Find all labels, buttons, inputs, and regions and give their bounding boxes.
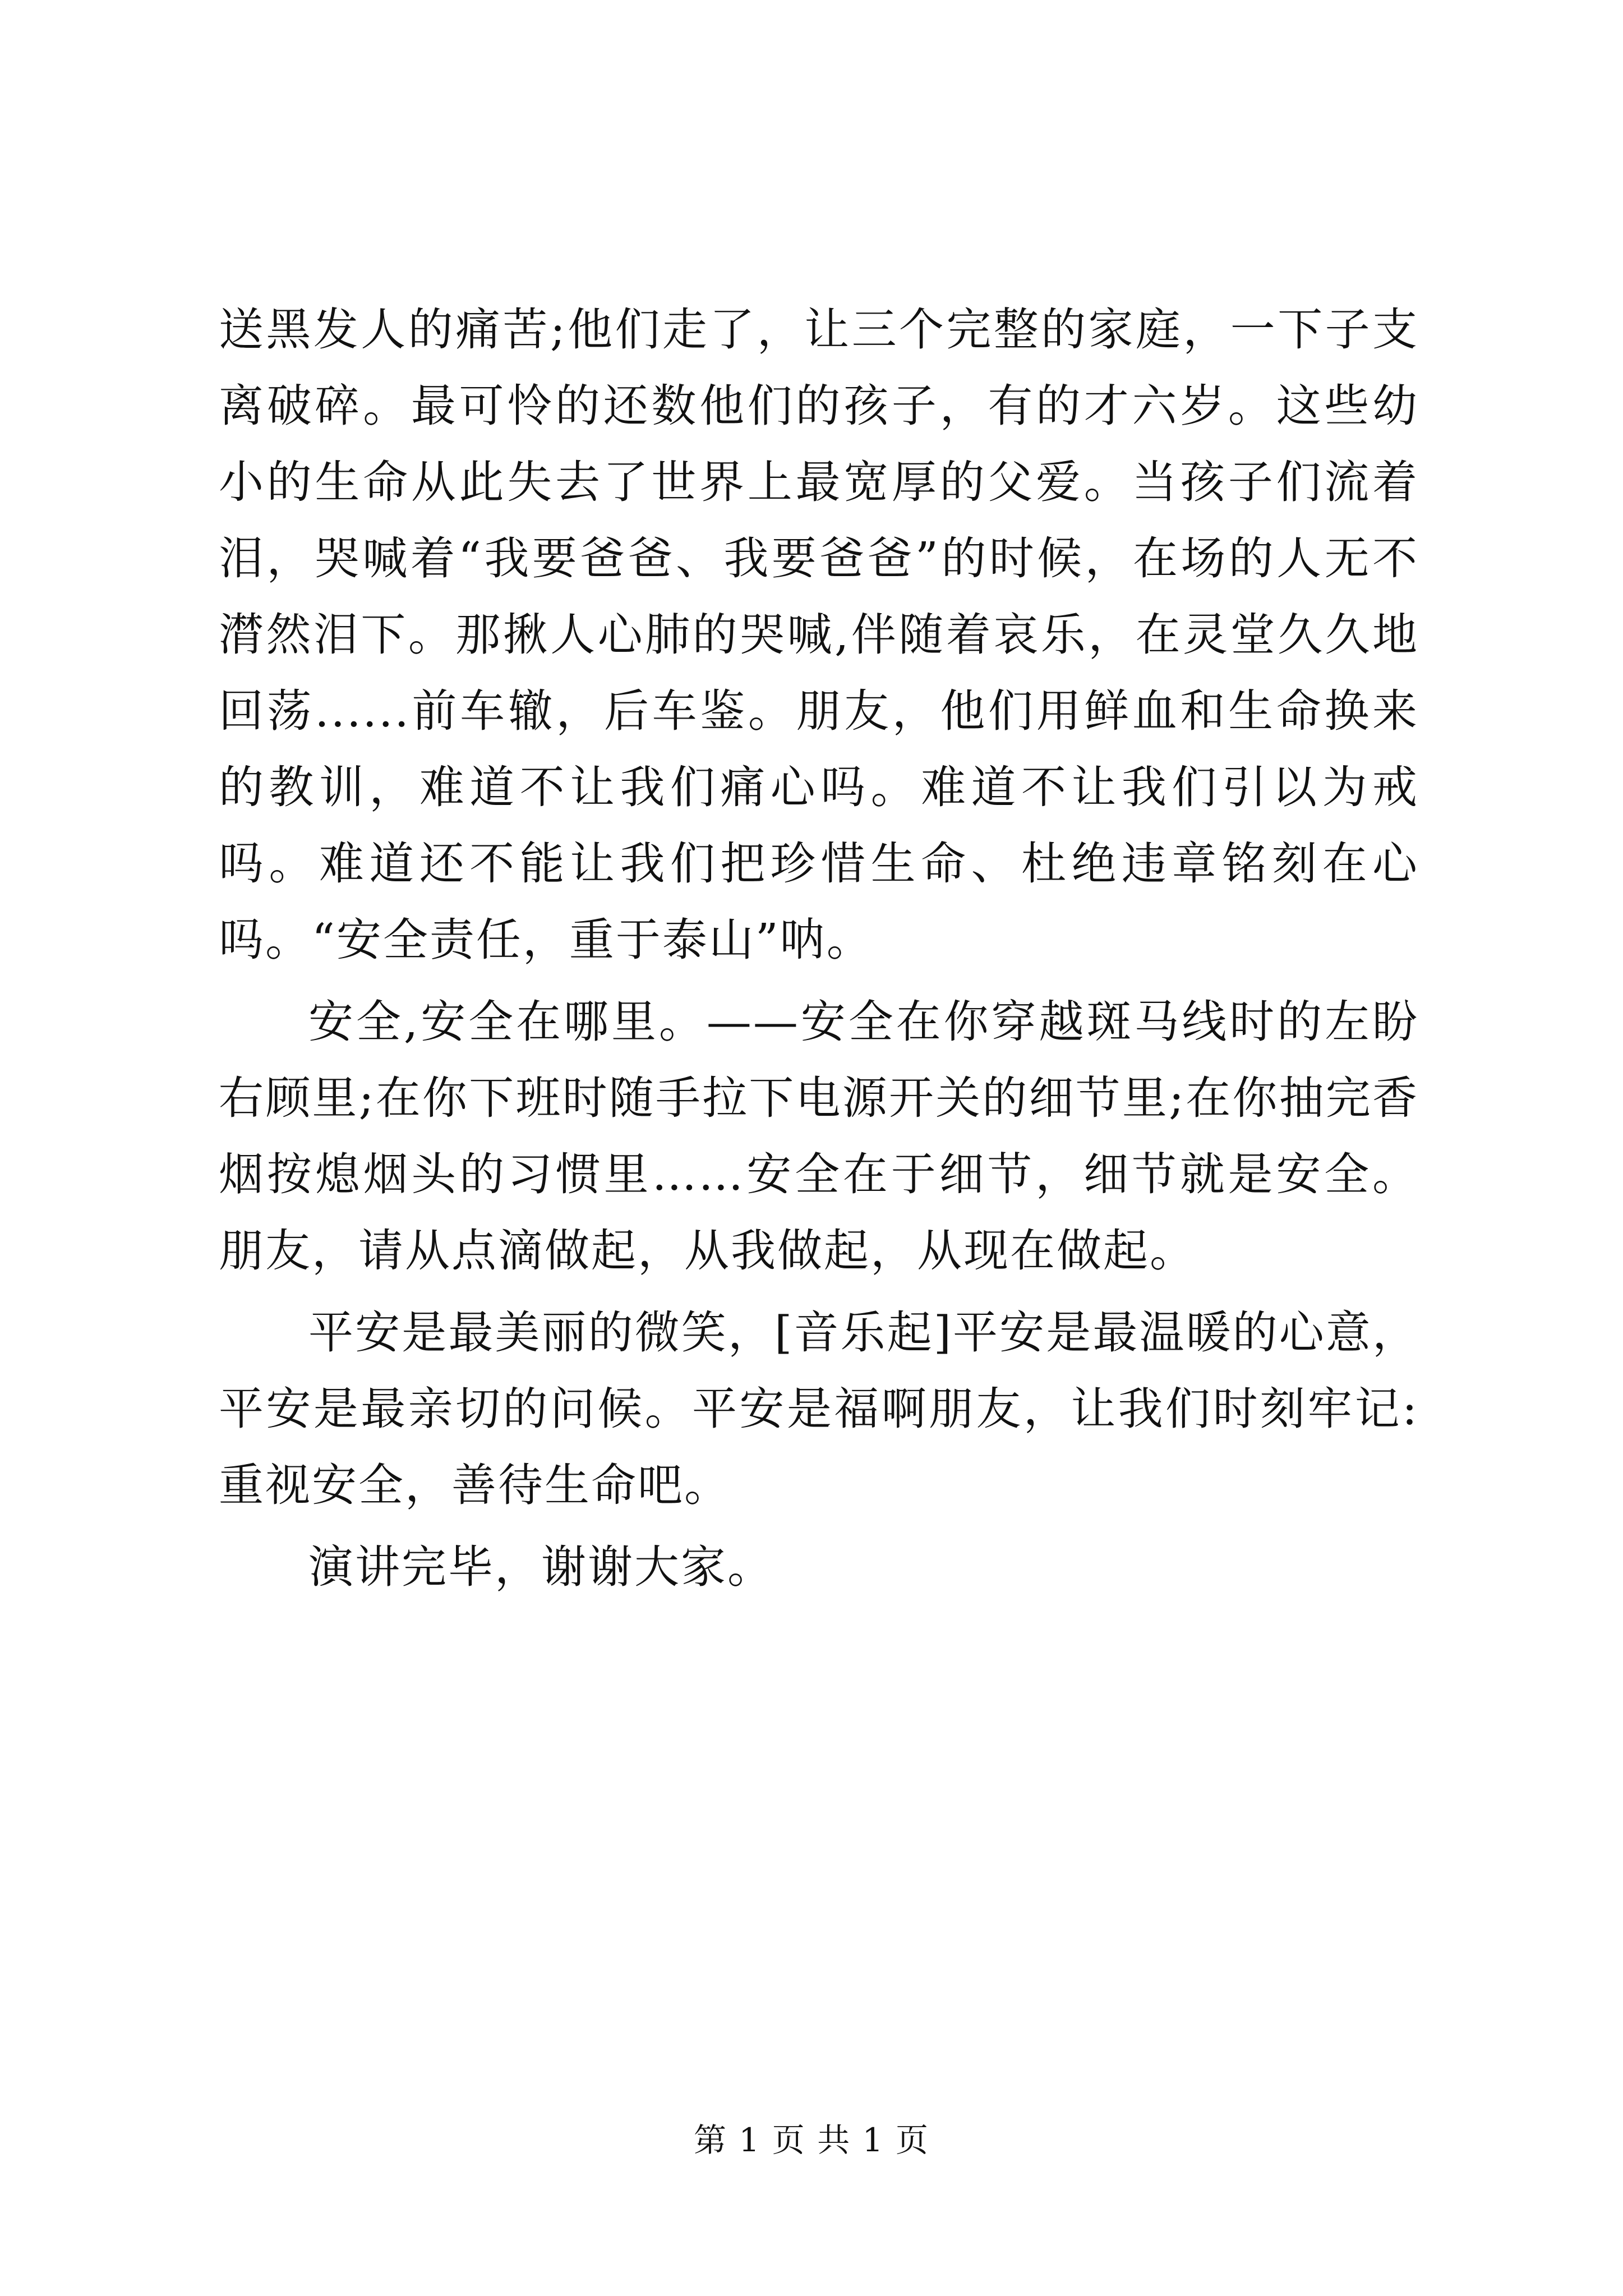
paragraph-2: 安全,安全在哪里。——安全在你穿越斑马线时的左盼右顾里;在你下班时随手拉下电源开关的细节里;在你抽完香烟按熄烟头的习惯里……安全在于细节，细节就是安全。朋友，请从点滴做起，从我做起，从现在做起。 xyxy=(219,996,1419,1277)
paragraph-1: 送黑发人的痛苦;他们走了，让三个完整的家庭，一下子支离破碎。最可怜的还数他们的孩子，有的才六岁。这些幼小的生命从此失去了世界上最宽厚的父爱。当孩子们流着泪，哭喊着“我要爸爸、我要爸爸”的时候，在场的人无不潸然泪下。那揪人心肺的哭喊,伴随着哀乐，在灵堂久久地回荡......前车辙，后车鉴。朋友，他们用鲜血和生命换来的教训，难道不让我们痛心吗。难道不让我们引以为戒吗。难道还不能让我们把珍惜生命、杜绝违章铭刻在心吗。“安全责任，重于泰山”呐。 xyxy=(219,303,1419,966)
paragraph-4: 演讲完毕，谢谢大家。 xyxy=(308,1541,774,1593)
document-body xyxy=(219,292,1419,1605)
page-number-footer: 第 1 页 共 1 页 xyxy=(694,2121,929,2159)
paragraph-3: 平安是最美丽的微笑，[音乐起]平安是最温暖的心意，平安是最亲切的问候。平安是福啊朋友，让我们时刻牢记:重视安全，善待生命吧。 xyxy=(219,1306,1419,1511)
